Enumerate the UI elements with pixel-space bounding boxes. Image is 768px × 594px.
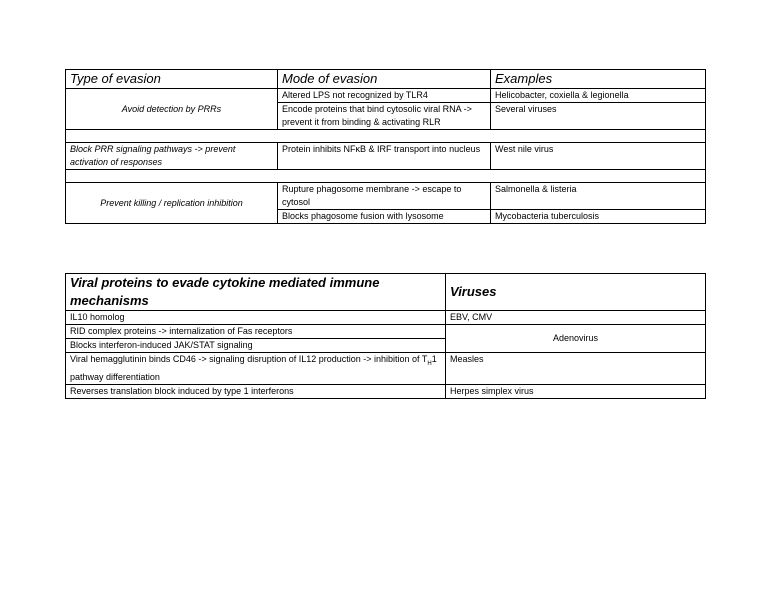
virus-cell: Measles — [446, 353, 706, 385]
mode-cell: Blocks phagosome fusion with lysosome — [278, 210, 491, 224]
header-viral-proteins: Viral proteins to evade cytokine mediated immune mechanisms — [66, 274, 446, 311]
table-row — [66, 311, 706, 325]
protein-cell: Blocks interferon-induced JAK/STAT signaling — [66, 339, 446, 353]
viral-proteins-table — [65, 273, 706, 399]
header-viruses: Viruses — [446, 274, 706, 311]
protein-text-sub: H — [427, 360, 432, 367]
example-cell: Salmonella & listeria — [491, 183, 706, 210]
virus-cell: EBV, CMV — [446, 311, 706, 325]
evasion-type-cell: Prevent killing / replication inhibition — [66, 183, 278, 224]
table-row — [66, 89, 706, 103]
table-row — [66, 384, 706, 398]
table-header-row — [66, 274, 706, 311]
evasion-type-cell: Block PRR signaling pathways -> prevent activation of responses — [66, 143, 278, 170]
evasion-table — [65, 69, 706, 224]
example-cell: Mycobacteria tuberculosis — [491, 210, 706, 224]
header-type-of-evasion: Type of evasion — [66, 70, 278, 89]
evasion-type-cell: Avoid detection by PRRs — [66, 89, 278, 130]
table-row — [66, 353, 706, 385]
protein-text-post: 1 pathway differentiation — [70, 354, 437, 382]
mode-cell: Altered LPS not recognized by TLR4 — [278, 89, 491, 103]
mode-cell: Rupture phagosome membrane -> escape to cytosol — [278, 183, 491, 210]
mode-cell: Protein inhibits NFκB & IRF transport into nucleus — [278, 143, 491, 170]
protein-cell: RID complex proteins -> internalization of Fas receptors — [66, 325, 446, 339]
header-mode-of-evasion: Mode of evasion — [278, 70, 491, 89]
protein-cell — [66, 353, 446, 385]
virus-cell: Adenovirus — [446, 325, 706, 353]
protein-cell: Reverses translation block induced by type 1 interferons — [66, 384, 446, 398]
mode-cell: Encode proteins that bind cytosolic viral RNA -> prevent it from binding & activating RLR — [278, 103, 491, 130]
protein-text-pre: Viral hemagglutinin binds CD46 -> signaling disruption of IL12 production -> inhibition of T — [70, 354, 428, 364]
virus-cell: Herpes simplex virus — [446, 384, 706, 398]
example-cell: Helicobacter, coxiella & legionella — [491, 89, 706, 103]
protein-cell: IL10 homolog — [66, 311, 446, 325]
spacer-row — [66, 130, 706, 143]
example-cell: Several viruses — [491, 103, 706, 130]
spacer-row — [66, 170, 706, 183]
header-examples: Examples — [491, 70, 706, 89]
table-row — [66, 325, 706, 339]
example-cell: West nile virus — [491, 143, 706, 170]
table-row — [66, 143, 706, 170]
table-row — [66, 183, 706, 210]
table-header-row — [66, 70, 706, 89]
